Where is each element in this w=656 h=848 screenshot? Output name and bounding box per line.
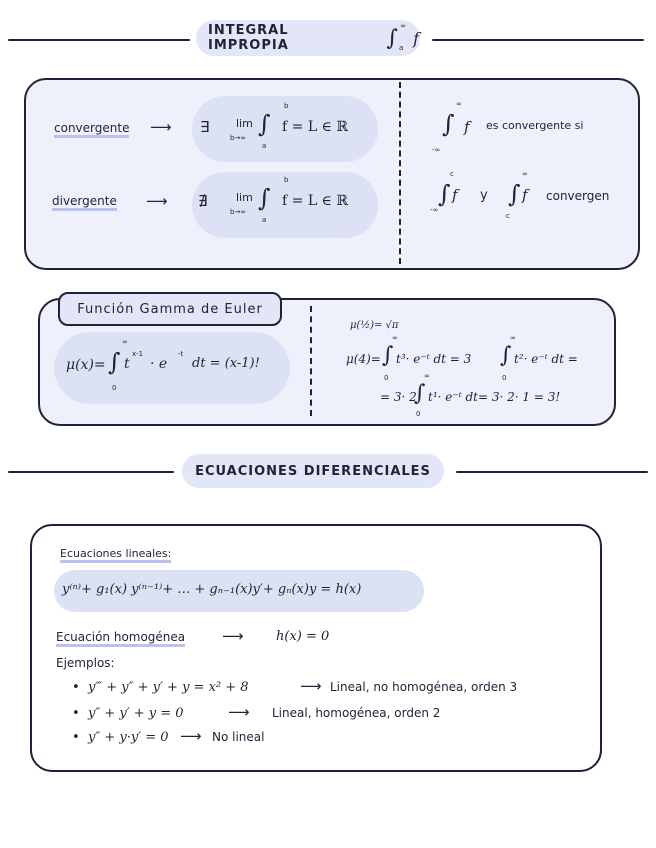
integral-symbol: ∫ <box>442 110 455 138</box>
example-equation: y″ + y′ + y = 0 <box>88 706 184 721</box>
integral-symbol: ∫ <box>108 348 121 376</box>
example-equation: y‴ + y″ + y′ + y = x² + 8 <box>88 680 249 695</box>
limit-subscript: b→∞ <box>230 134 247 142</box>
integral-symbol: ∫ <box>386 25 399 51</box>
integral-upper: ∞ <box>122 338 128 346</box>
integral-symbol: ∫ <box>414 381 426 406</box>
example-description: Lineal, no homogénea, orden 3 <box>330 680 518 694</box>
integral-upper: c <box>450 170 454 178</box>
homogeneous-condition: h(x) = 0 <box>276 629 330 644</box>
convergent-label: convergente <box>54 121 129 138</box>
integral-header <box>0 18 656 58</box>
arrow-icon: ⟶ <box>228 703 250 721</box>
integral-lower: 0 <box>384 374 389 382</box>
arrow-icon: ⟶ <box>300 677 322 695</box>
bullet: • <box>72 730 80 745</box>
linear-equation: y⁽ⁿ⁾+ g₁(x) y⁽ⁿ⁻¹⁾+ … + gₙ₋₁(x)y′+ gₙ(x)y = h(x) <box>62 582 362 597</box>
divider-line <box>432 39 644 41</box>
bullet: • <box>72 706 80 721</box>
divider-line <box>456 471 648 473</box>
limit-expression: f = L ∈ ℝ <box>282 119 349 135</box>
gamma-exp-factor: · e <box>150 356 168 372</box>
ode-header <box>0 452 656 492</box>
gamma-integrand-t: t <box>124 356 130 372</box>
convergence-condition-text: es convergente si <box>486 119 584 132</box>
example-equation: y″ + y·y′ = 0 <box>88 730 169 745</box>
divergent-label: divergente <box>52 194 117 211</box>
gamma-step-3b: t¹· e⁻ᵗ dt= 3· 2· 1 = 3! <box>428 390 561 404</box>
limit-text: lim <box>236 191 253 204</box>
limit-expression: f = L ∈ ℝ <box>282 193 349 209</box>
section-title-pill <box>196 20 420 56</box>
section-title: INTEGRAL IMPROPIA <box>208 23 289 53</box>
integral-lower: 0 <box>416 410 421 418</box>
integral-symbol: ∫ <box>500 343 512 368</box>
integral-upper: b <box>284 176 289 184</box>
converge-text: convergen <box>546 189 610 203</box>
integral-symbol: ∫ <box>258 110 271 138</box>
arrow-icon: ⟶ <box>222 627 244 645</box>
limit-text: lim <box>236 117 253 130</box>
integral-lower: -∞ <box>432 146 441 154</box>
integral-symbol: ∫ <box>438 180 451 208</box>
arrow-icon: ⟶ <box>180 727 202 745</box>
homogeneous-label: Ecuación homogénea <box>56 630 185 647</box>
gamma-exponent: x-1 <box>132 350 144 358</box>
integral-lower: 0 <box>112 384 117 392</box>
integrand-f: f <box>522 186 528 204</box>
integral-lower: 0 <box>502 374 507 382</box>
limit-subscript: b→∞ <box>230 208 247 216</box>
gamma-title: Función Gamma de Euler <box>77 301 263 317</box>
integral-upper: ∞ <box>392 334 398 342</box>
gamma-title-tab <box>58 292 282 326</box>
integral-symbol: ∫ <box>382 343 394 368</box>
integral-lower: a <box>398 44 405 52</box>
integral-symbol: ∫ <box>508 180 521 208</box>
examples-label: Ejemplos: <box>56 656 115 670</box>
integral-upper: ∞ <box>522 170 528 178</box>
gamma-four-lhs: μ(4)= <box>346 352 381 366</box>
divider-line <box>8 471 174 473</box>
arrow-icon: ⟶ <box>150 118 172 136</box>
divider-line <box>8 39 190 41</box>
gamma-step-3a: = 3· 2 <box>380 390 417 404</box>
integral-upper: ∞ <box>510 334 516 342</box>
integral-lower: -∞ <box>430 206 439 214</box>
integrand-f: f <box>452 186 458 204</box>
gamma-step-1: t³· e⁻ᵗ dt = 3 <box>396 352 472 366</box>
example-description: Lineal, homogénea, orden 2 <box>272 706 441 720</box>
integral-upper: b <box>284 102 289 110</box>
arrow-icon: ⟶ <box>146 192 168 210</box>
conjunction-y: y <box>480 188 488 203</box>
integrand-f: f <box>464 118 470 136</box>
dashed-divider <box>310 306 312 416</box>
example-description: No lineal <box>212 730 265 744</box>
integral-lower: a <box>262 142 267 150</box>
gamma-lhs: μ(x)= <box>66 357 106 373</box>
gamma-exponent: -t <box>178 350 184 358</box>
integral-upper: ∞ <box>456 100 462 108</box>
bullet: • <box>72 680 80 695</box>
not-exists-symbol: ∄ <box>198 192 208 210</box>
integral-upper: ∞ <box>400 22 408 30</box>
integral-symbol: ∫ <box>258 184 271 212</box>
gamma-result: dt = (x-1)! <box>192 356 260 371</box>
gamma-step-2: t²· e⁻ᵗ dt = <box>514 352 578 366</box>
dashed-divider <box>399 82 401 264</box>
section-title: ECUACIONES DIFERENCIALES <box>195 463 431 479</box>
gamma-half-value: μ(½)= √π <box>350 320 399 331</box>
linear-equations-label: Ecuaciones lineales: <box>60 547 171 563</box>
exists-symbol: ∃ <box>200 118 210 136</box>
integral-lower: c <box>506 212 510 220</box>
integral-lower: a <box>262 216 267 224</box>
section-title-pill <box>182 454 444 488</box>
integral-upper: ∞ <box>424 372 430 380</box>
integral-f: f <box>413 28 420 48</box>
